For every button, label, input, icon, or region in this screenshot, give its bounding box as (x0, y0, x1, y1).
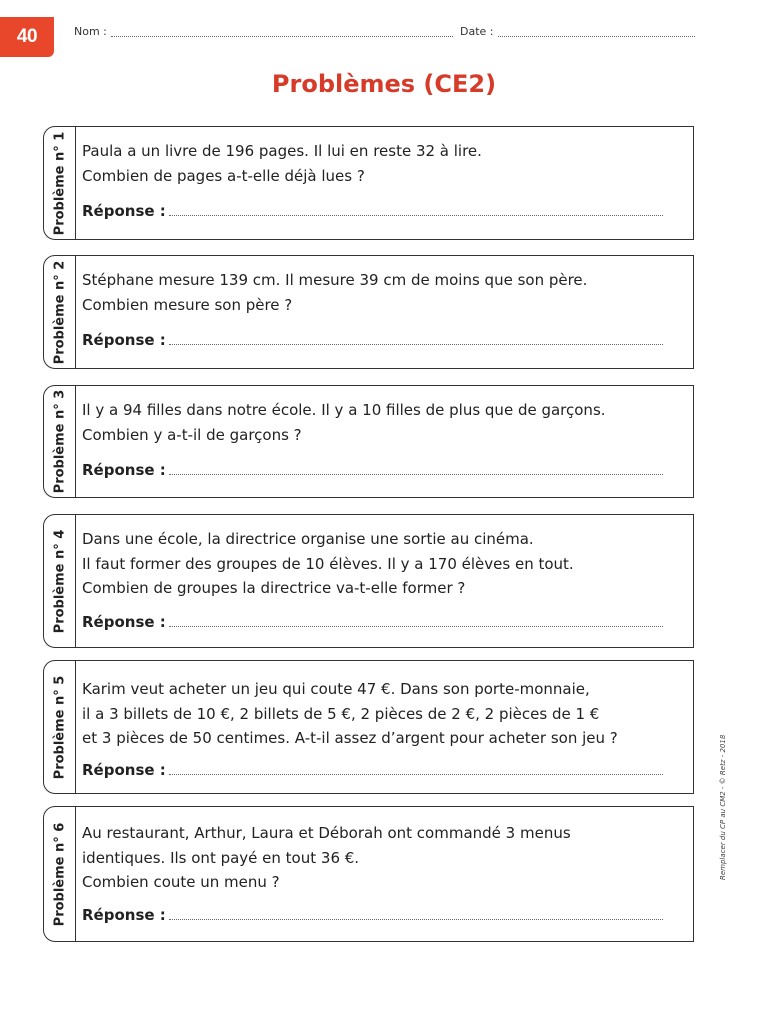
problem-text-line: Il y a 94 filles dans notre école. Il y a 10 filles de plus que de garçons. (82, 401, 606, 419)
problem-text-line: et 3 pièces de 50 centimes. A-t-il assez d’argent pour acheter son jeu ? (82, 729, 618, 747)
problem-text-line: il a 3 billets de 10 €, 2 billets de 5 €, 2 pièces de 2 €, 2 pièces de 1 € (82, 704, 600, 723)
problem-text-line: identiques. Ils ont payé en tout 36 €. (82, 848, 360, 867)
answer-label: Réponse : (82, 202, 166, 220)
answer-blank-line[interactable] (169, 474, 663, 475)
copyright-notice: Remplacer du CP au CM2 - © Retz - 2018 (719, 734, 727, 880)
date-field (460, 25, 695, 38)
problem-text-line: Combien de pages a-t-elle déjà lues ? (82, 166, 365, 185)
answer-label: Réponse : (82, 906, 166, 924)
problem-side-label: Problème n° 5 (44, 661, 76, 793)
name-field (74, 25, 453, 38)
problem-side-label: Problème n° 4 (44, 515, 76, 647)
answer-label: Réponse : (82, 761, 166, 779)
page-title: Problèmes (CE2) (271, 70, 497, 98)
answer-label: Réponse : (82, 461, 166, 479)
problem-card-3 (43, 385, 694, 498)
problem-card-2 (43, 255, 694, 369)
date-blank-line (498, 26, 695, 37)
problem-side-label: Problème n° 6 (44, 807, 76, 941)
problem-text-line: Combien y a-t-il de garçons ? (82, 425, 302, 444)
answer-blank-line[interactable] (169, 344, 663, 345)
name-label: Nom : (74, 25, 107, 38)
answer-row[interactable] (82, 331, 663, 349)
problem-side-label: Problème n° 1 (44, 127, 76, 239)
problem-text-line: Paula a un livre de 196 pages. Il lui en reste 32 à lire. (82, 142, 482, 160)
problem-card-4 (43, 514, 694, 648)
problem-card-1 (43, 126, 694, 240)
answer-row[interactable] (82, 906, 663, 924)
page-number: 40 (16, 26, 38, 47)
answer-label: Réponse : (82, 331, 166, 349)
problem-text-line: Combien de groupes la directrice va-t-elle former ? (82, 579, 466, 597)
answer-row[interactable] (82, 461, 663, 479)
problem-text-line: Dans une école, la directrice organise une sortie au cinéma. (82, 530, 534, 548)
answer-row[interactable] (82, 613, 663, 631)
answer-blank-line[interactable] (169, 215, 663, 216)
problem-side-label: Problème n° 3 (44, 386, 76, 497)
problem-text-line: Stéphane mesure 139 cm. Il mesure 39 cm de moins que son père. (82, 271, 588, 289)
name-blank-line (111, 26, 453, 37)
answer-row[interactable] (82, 761, 663, 779)
problem-card-5 (43, 660, 694, 794)
problem-text-line: Combien mesure son père ? (82, 295, 293, 314)
answer-label: Réponse : (82, 613, 166, 631)
problem-text-line: Combien coute un menu ? (82, 873, 280, 891)
problem-text-line: Karim veut acheter un jeu qui coute 47 €. Dans son porte-monnaie, (82, 680, 590, 698)
answer-blank-line[interactable] (169, 919, 663, 920)
problem-text-line: Au restaurant, Arthur, Laura et Déborah ont commandé 3 menus (82, 824, 571, 842)
date-label: Date : (460, 25, 494, 38)
page-number-tab (0, 17, 54, 57)
problem-side-label: Problème n° 2 (44, 256, 76, 368)
answer-row[interactable] (82, 202, 663, 220)
answer-blank-line[interactable] (169, 626, 663, 627)
problem-card-6 (43, 806, 694, 942)
answer-blank-line[interactable] (169, 774, 663, 775)
problem-text-line: Il faut former des groupes de 10 élèves. Il y a 170 élèves en tout. (82, 554, 574, 573)
